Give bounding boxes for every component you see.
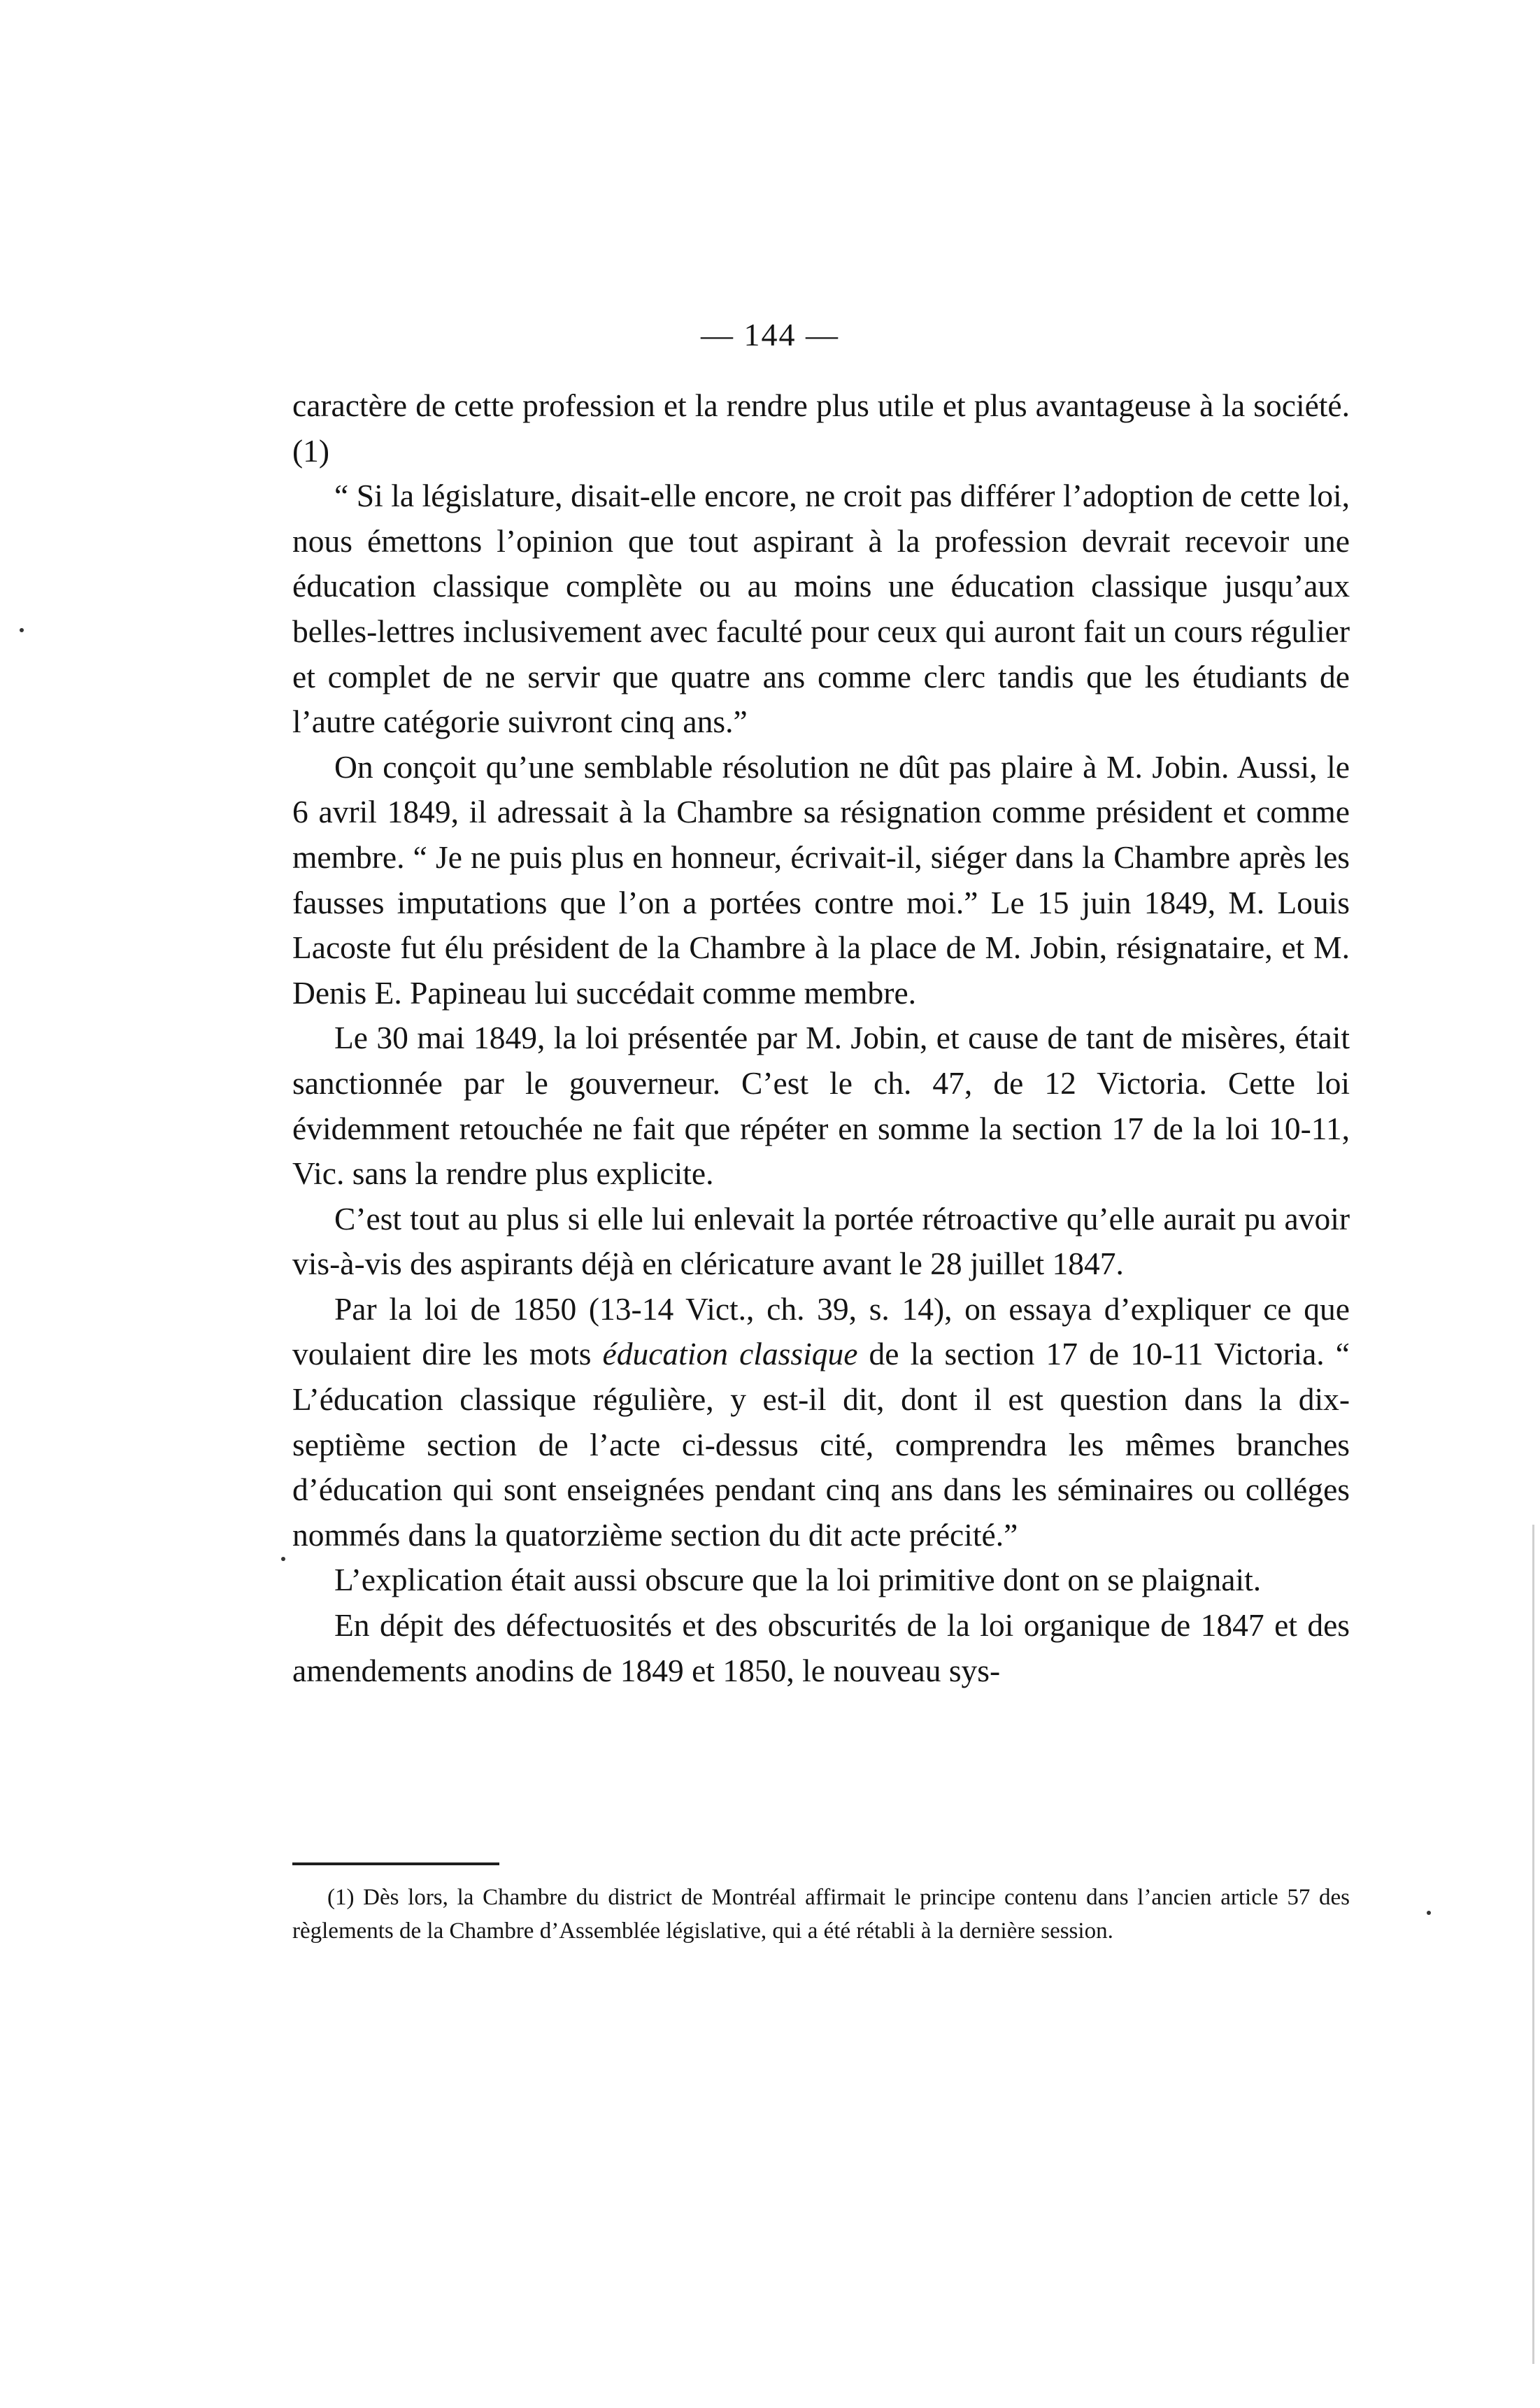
paragraph-4: Le 30 mai 1849, la loi présentée par M. Jobin, et cause de tant de misères, était sanctionnée par le gouverneur. C’est le ch. 47, de 12 Victoria. Cette loi évidemment retouchée ne fait que répéter en somme la section 17 de la loi 10-11, Vic. sans la rendre plus explicite.: [292, 1020, 1350, 1192]
paragraph-6: [292, 1287, 1350, 1558]
paragraph-3: On conçoit qu’une semblable résolution ne dût pas plaire à M. Jobin. Aussi, le 6 avril 1849, il adressait à la Chambre sa résignation comme président et comme membre. “ Je ne puis plus en honneur, écrivait-il, siéger dans la Chambre après les fausses imputations que l’on a portées contre moi.” Le 15 juin 1849, M. Louis Lacoste fut élu président de la Chambre à la place de M. Jobin, résignataire, et M. Denis E. Papineau lui succédait comme membre.: [292, 748, 1350, 1011]
margin-speck: [1427, 1911, 1431, 1915]
page-number: — 144 —: [701, 317, 839, 352]
margin-speck: [281, 1557, 285, 1561]
body-text: [292, 383, 1350, 1693]
scan-edge-line: [1532, 1525, 1534, 2364]
paragraph-1: caractère de cette profession et la rendre plus utile et plus avantageuse à la société. (1): [292, 387, 1350, 469]
paragraph-7: L’explication était aussi obscure que la loi primitive dont on se plaignait.: [334, 1562, 1262, 1598]
footnote-text: (1) Dès lors, la Chambre du district de Montréal affirmait le principe contenu dans l’ancien article 57 des règlements de la Chambre d’Assemblée législative, qui a été rétabli à la dernière session.: [292, 1885, 1350, 1944]
footnote: [292, 1881, 1350, 1948]
paragraph-5: C’est tout au plus si elle lui enlevait la portée rétroactive qu’elle aurait pu avoir vis-à-vis des aspirants déjà en cléricature avant le 28 juillet 1847.: [292, 1200, 1350, 1282]
paragraph-6-text-after: de la section 17 de 10-11 Victoria. “ L’éducation classique régulière, y est-il dit, dont il est question dans la dix-septième section de l’acte ci-dessus cité, comprendra les mêmes branches d’éducation qui sont enseignées pendant cinq ans dans les séminaires ou colléges nommés dans la quatorzième section du dit acte précité.”: [292, 1336, 1350, 1553]
italic-phrase: éducation classique: [602, 1336, 858, 1372]
margin-speck: [20, 628, 24, 632]
paragraph-2: “ Si la législature, disait-elle encore, ne croit pas différer l’adoption de cette loi, nous émettons l’opinion que tout aspirant à la profession devrait recevoir une éducation classique complète ou au moins une éducation classique jusqu’aux belles-lettres inclusivement avec faculté pour ceux qui auront fait un cours régulier et complet de ne servir que quatre ans comme clerc tandis que les étudiants de l’autre catégorie suivront cinq ans.”: [292, 478, 1350, 740]
footnote-rule: [292, 1862, 499, 1865]
paragraph-8: En dépit des défectuosités et des obscurités de la loi organique de 1847 et des amendements anodins de 1849 et 1850, le nouveau sys-: [292, 1607, 1350, 1688]
paragraph-6-text-before: Par la loi de 1850 (13-14 Vict., ch. 39, s. 14), on essaya d’expliquer ce que voulaient dire les mots: [292, 1290, 1350, 1372]
